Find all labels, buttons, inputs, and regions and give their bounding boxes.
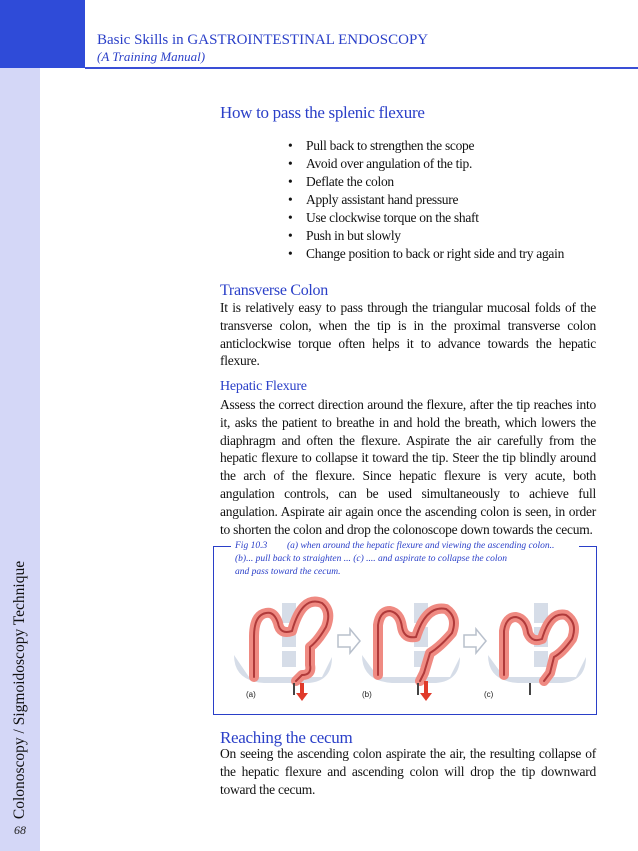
splenic-bullet-list [288, 137, 564, 263]
bullet-item: • Pull back to strengthen the scope [288, 137, 564, 155]
panel-a-illustration [234, 602, 332, 701]
panel-label-b: (b) [362, 690, 372, 699]
heading-transverse-colon: Transverse Colon [220, 282, 328, 299]
page-number: 68 [14, 823, 26, 837]
heading-hepatic-flexure: Hepatic Flexure [220, 379, 307, 394]
hepatic-flexure-paragraph: Assess the correct direction around the flexure, after the tip reaches into it, asks the patient to breathe in and hold the breath, which lowers the diaphragm and often the flexure. Aspirate the air carefully from the hepatic flexure to collapse it toward the tip. Steer the tip blindly around the arch of the flexure. Since hepatic flexure is very acute, both angulation controls, can be used simultaneously to achieve full angulation. Aspirate air again once the ascending colon is seen, in order to shorten the colon and drop the colonoscope down towards the cecum. [220, 397, 596, 537]
panel-b-illustration [362, 603, 460, 701]
figure-caption-line: (a) when around the hepatic flexure and viewing the ascending colon.. [287, 541, 555, 551]
figure-label: Fig 10.3 [235, 541, 268, 551]
header-color-block [0, 0, 85, 68]
chapter-side-title: Colonoscopy / Sigmoidoscopy Technique [11, 560, 28, 820]
panel-label-a: (a) [246, 690, 256, 699]
bullet-item: • Deflate the colon [288, 173, 564, 191]
bullet-item: • Avoid over angulation of the tip. [288, 155, 564, 173]
bullet-item: • Change position to back or right side and try again [288, 245, 564, 263]
colonoscopy-illustration [214, 585, 594, 710]
figure-frame-top-left [213, 546, 231, 547]
bullet-item: • Use clockwise torque on the shaft [288, 209, 564, 227]
panel-c-illustration [488, 603, 586, 695]
figure-caption-line: (b)... pull back to straighten ... (c) .... and aspirate to collapse the colon [235, 554, 508, 564]
reaching-cecum-paragraph: On seeing the ascending colon aspirate the air, the resulting collapse of the hepatic flexure and ascending colon will drop the tip downward toward the cecum. [220, 746, 596, 797]
header-divider [85, 67, 638, 69]
figure-caption-line: and pass toward the cecum. [235, 567, 341, 577]
heading-reaching-cecum: Reaching the cecum [220, 728, 353, 747]
panel-label-c: (c) [484, 690, 494, 699]
transverse-colon-paragraph: It is relatively easy to pass through the triangular mucosal folds of the transverse colon, when the tip is in the proximal transverse colon anticlockwise torque often helps it to advance towards the hepatic flexure. [220, 300, 596, 369]
book-subtitle: (A Training Manual) [97, 49, 206, 64]
bullet-item: • Push in but slowly [288, 227, 564, 245]
bullet-item: • Apply assistant hand pressure [288, 191, 564, 209]
heading-splenic-flexure: How to pass the splenic flexure [220, 103, 425, 122]
book-title: Basic Skills in GASTROINTESTINAL ENDOSCOPY [97, 32, 429, 48]
figure-frame-top-right [579, 546, 596, 547]
